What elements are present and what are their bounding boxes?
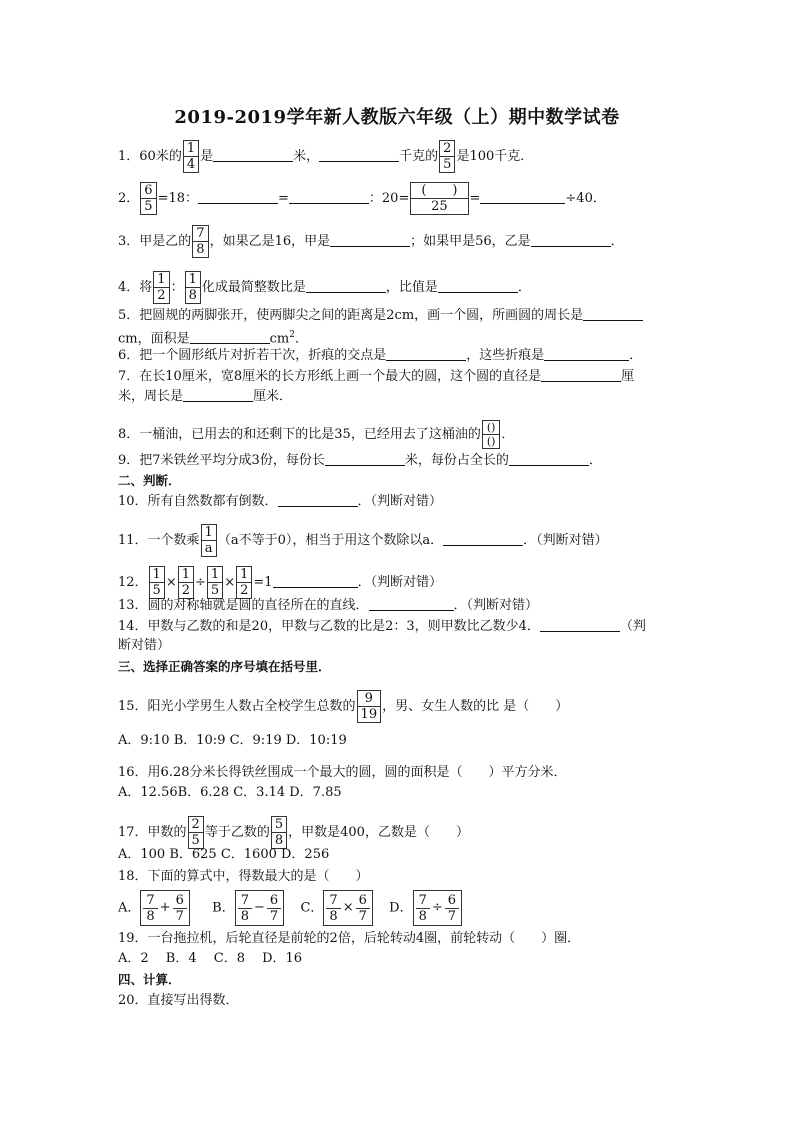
answer-blank[interactable] [480, 190, 565, 204]
option-d-label[interactable]: D． [389, 900, 413, 916]
question-10: 10．所有自然数都有倒数． ．（判断对错） [118, 494, 443, 509]
fraction: $\frac{1}{5}$ [149, 566, 165, 599]
option-b-expression[interactable]: $\frac{7}{8}$ − $\frac{6}{7}$ [235, 890, 284, 926]
answer-blank[interactable] [438, 279, 518, 293]
question-20: 20．直接写出得数． [118, 993, 239, 1008]
page-title: 2019-2019学年新人教版六年级（上）期中数学试卷 [174, 107, 620, 128]
answer-blank[interactable] [531, 233, 611, 247]
fraction: $\frac{5}{8}$ [271, 816, 287, 849]
question-14-line-2: 断对错） [118, 638, 171, 653]
answer-blank[interactable] [369, 597, 454, 611]
question-3: 3．甲是乙的 $\frac{7}{8}$ ，如果乙是16，甲是 ；如果甲是56，乙是 ． [118, 226, 624, 257]
section-heading: 二、判断． [118, 473, 181, 488]
answer-blank[interactable] [190, 330, 270, 344]
answer-blank[interactable] [544, 347, 629, 361]
question-17: 17．甲数的 $\frac{2}{5}$ 等于乙数的 $\frac{5}{8}$ ，甲数是400，乙数是（ ） [118, 817, 469, 848]
question-15-options[interactable]: A．9:10 B．10:9 C．9:19 D．10:19 [118, 733, 347, 748]
fraction: $\frac{1}{2}$ [178, 566, 194, 599]
question-8: 8．一桶油，已用去的和还剩下的比是35，已经用去了这桶油的 () () ． [118, 421, 515, 448]
answer-blank[interactable] [273, 574, 358, 588]
section-heading: 三、选择正确答案的序号填在括号里． [118, 659, 331, 674]
answer-blank[interactable] [306, 279, 386, 293]
fraction-blank[interactable]: () () [482, 420, 501, 449]
question-17-options[interactable]: A．100 B．625 C．1600 D．256 [118, 847, 330, 862]
answer-blank[interactable] [583, 307, 643, 321]
question-5-line-2: cm，面积是 $cm^2$． [118, 330, 308, 347]
option-c-expression[interactable]: $\frac{7}{8}$ × $\frac{6}{7}$ [323, 890, 372, 926]
fraction: $\frac{7}{8}$ [192, 225, 208, 258]
option-c-label[interactable]: C． [300, 900, 324, 916]
section-heading: 四、计算． [118, 972, 181, 987]
question-7-line-1: 7．在长10厘米，宽8厘米的长方形纸上画一个最大的圆，这个圆的直径是 厘 [118, 369, 635, 384]
answer-blank[interactable] [289, 190, 369, 204]
fraction: $\frac{1}{2}$ [236, 566, 252, 599]
question-16: 16．用6.28分米长得铁丝围成一个最大的圆，圆的面积是（ ）平方分米． [118, 765, 567, 780]
option-a-expression[interactable]: $\frac{7}{8}$ + $\frac{6}{7}$ [140, 890, 189, 926]
answer-blank[interactable] [198, 190, 278, 204]
fraction-blank[interactable]: ( ) 25 [410, 182, 468, 215]
answer-blank[interactable] [183, 388, 253, 402]
answer-blank[interactable] [213, 148, 293, 162]
question-1: 1．60米的 $\frac{1}{4}$ 是 米， 千克的 $\frac{2}{5}$ 是100千克． [118, 141, 534, 172]
fraction: $\frac{1}{4}$ [183, 140, 199, 173]
answer-blank[interactable] [278, 493, 358, 507]
answer-blank[interactable] [509, 452, 589, 466]
option-b-label[interactable]: B． [212, 900, 235, 916]
question-13: 13．圆的对称轴就是圆的直径所在的直线． ．（判断对错） [118, 598, 539, 613]
fraction: $\frac{9}{19}$ [357, 690, 382, 723]
question-7-line-2: 米，周长是 厘米． [118, 389, 293, 404]
question-14-line-1: 14．甲数与乙数的和是20，甲数与乙数的比是2：3，则甲数比乙数少4． （判 [118, 619, 646, 634]
question-12: 12． $\frac{1}{5}$ × $\frac{1}{2}$ ÷ $\frac{1}{5}$ × $\frac{1}{2}$ =1 ．（判断对错） [118, 567, 443, 598]
answer-blank[interactable] [386, 347, 466, 361]
answer-blank[interactable] [541, 368, 621, 382]
answer-blank[interactable] [443, 532, 523, 546]
fraction: $\frac{1}{a}$ [201, 524, 217, 557]
fraction: $\frac{1}{8}$ [185, 271, 201, 304]
fraction: $\frac{1}{5}$ [207, 566, 223, 599]
question-5-line-1: 5．把圆规的两脚张开，使两脚尖之间的距离是2cm，画一个圆，所画圆的周长是 [118, 307, 643, 325]
question-15: 15．阳光小学男生人数占全校学生总数的 $\frac{9}{19}$ ，男、女生人数的比 是（ ） [118, 691, 569, 722]
option-a-label[interactable]: A． [118, 900, 141, 916]
option-d-expression[interactable]: $\frac{7}{8}$ ÷ $\frac{6}{7}$ [413, 890, 462, 926]
question-9: 9．把7米铁丝平均分成3份，每份长 米，每份占全长的 ． [118, 453, 602, 468]
fraction: $\frac{1}{2}$ [153, 271, 169, 304]
question-4: 4．将 $\frac{1}{2}$ ： $\frac{1}{8}$ 化成最简整数比是 ，比值是 ． [118, 272, 531, 303]
question-19: 19．一台拖拉机，后轮直径是前轮的2倍，后轮转动4圈，前轮转动（ ）圈． [118, 931, 581, 946]
question-2: 2． $\frac{6}{5}$ =18： = ：20= ( ) 25 = ÷40． [118, 183, 606, 214]
answer-blank[interactable] [319, 148, 399, 162]
question-11: 11．一个数乘 $\frac{1}{a}$ （a不等于0），相当于用这个数除以a． ．（判断对错） [118, 525, 608, 556]
fraction: $\frac{6}{5}$ [140, 182, 156, 215]
question-18: 18．下面的算式中，得数最大的是（ ） [118, 869, 369, 884]
answer-blank[interactable] [540, 618, 620, 632]
answer-blank[interactable] [330, 233, 410, 247]
question-18-options [118, 890, 462, 927]
fraction: $\frac{2}{5}$ [188, 816, 204, 849]
answer-blank[interactable] [325, 452, 405, 466]
question-16-options[interactable]: A．12.56B．6.28 C．3.14 D．7.85 [118, 785, 342, 800]
fraction: $\frac{2}{5}$ [439, 140, 455, 173]
question-19-options[interactable]: A．2 B．4 C．8 D．16 [118, 951, 303, 966]
question-6: 6．把一个圆形纸片对折若干次，折痕的交点是 ，这些折痕是 ． [118, 348, 643, 363]
